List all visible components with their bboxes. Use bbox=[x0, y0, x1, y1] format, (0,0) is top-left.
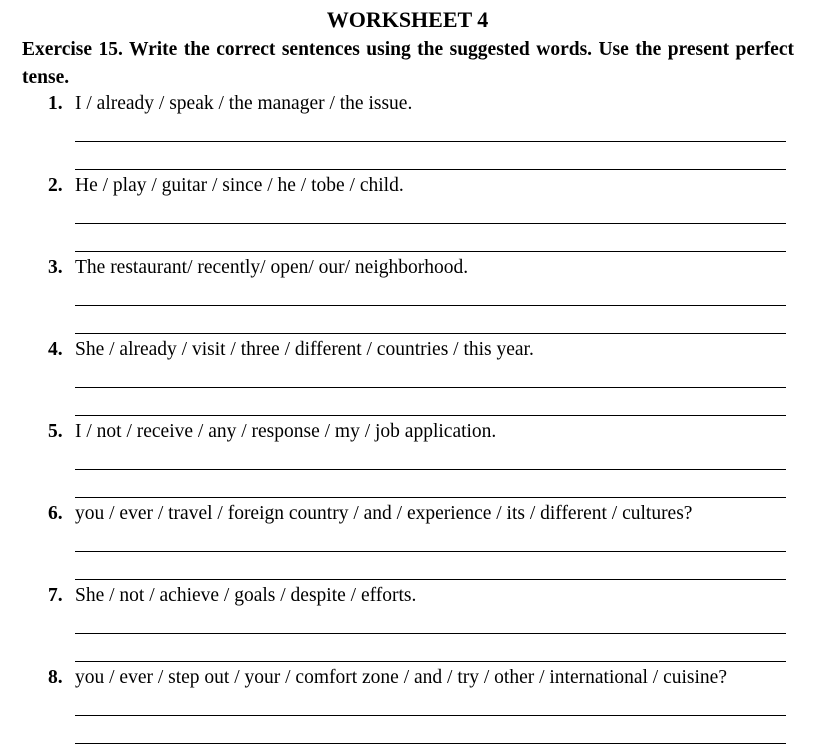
item-prompt: She / not / achieve / goals / despite / efforts. bbox=[75, 585, 417, 606]
item-prompt: you / ever / travel / foreign country / and / experience / its / different / cultures? bbox=[75, 503, 693, 524]
item-number: 1. bbox=[48, 93, 63, 114]
item-number: 8. bbox=[48, 667, 63, 688]
exercise-item-8 bbox=[0, 662, 815, 744]
answer-line[interactable] bbox=[75, 469, 786, 470]
item-number: 6. bbox=[48, 503, 63, 524]
exercise-item-2 bbox=[0, 170, 815, 252]
exercise-item-6 bbox=[0, 498, 815, 580]
item-number: 4. bbox=[48, 339, 63, 360]
answer-line[interactable] bbox=[75, 141, 786, 142]
answer-line[interactable] bbox=[75, 633, 786, 634]
answer-line[interactable] bbox=[75, 743, 786, 744]
answer-line[interactable] bbox=[75, 305, 786, 306]
item-prompt: I / already / speak / the manager / the issue. bbox=[75, 93, 413, 114]
answer-line[interactable] bbox=[75, 551, 786, 552]
item-prompt: She / already / visit / three / different / countries / this year. bbox=[75, 339, 534, 360]
exercise-instruction: Exercise 15. Write the correct sentences using the suggested words. Use the present perfect tense. bbox=[22, 39, 794, 88]
item-prompt: He / play / guitar / since / he / tobe / child. bbox=[75, 175, 404, 196]
exercise-item-4 bbox=[0, 334, 815, 416]
exercise-item-3 bbox=[0, 252, 815, 334]
answer-line[interactable] bbox=[75, 387, 786, 388]
answer-line[interactable] bbox=[75, 715, 786, 716]
item-number: 5. bbox=[48, 421, 63, 442]
item-number: 7. bbox=[48, 585, 63, 606]
answer-line[interactable] bbox=[75, 223, 786, 224]
exercise-list bbox=[0, 88, 815, 744]
item-number: 2. bbox=[48, 175, 63, 196]
exercise-item-1 bbox=[0, 88, 815, 170]
item-prompt: The restaurant/ recently/ open/ our/ neighborhood. bbox=[75, 257, 469, 278]
item-prompt: I / not / receive / any / response / my / job application. bbox=[75, 421, 497, 442]
item-prompt: you / ever / step out / your / comfort zone / and / try / other / international / cuisine? bbox=[75, 667, 727, 688]
item-number: 3. bbox=[48, 257, 63, 278]
exercise-item-7 bbox=[0, 580, 815, 662]
exercise-item-5 bbox=[0, 416, 815, 498]
page-title: WORKSHEET 4 bbox=[326, 7, 489, 32]
